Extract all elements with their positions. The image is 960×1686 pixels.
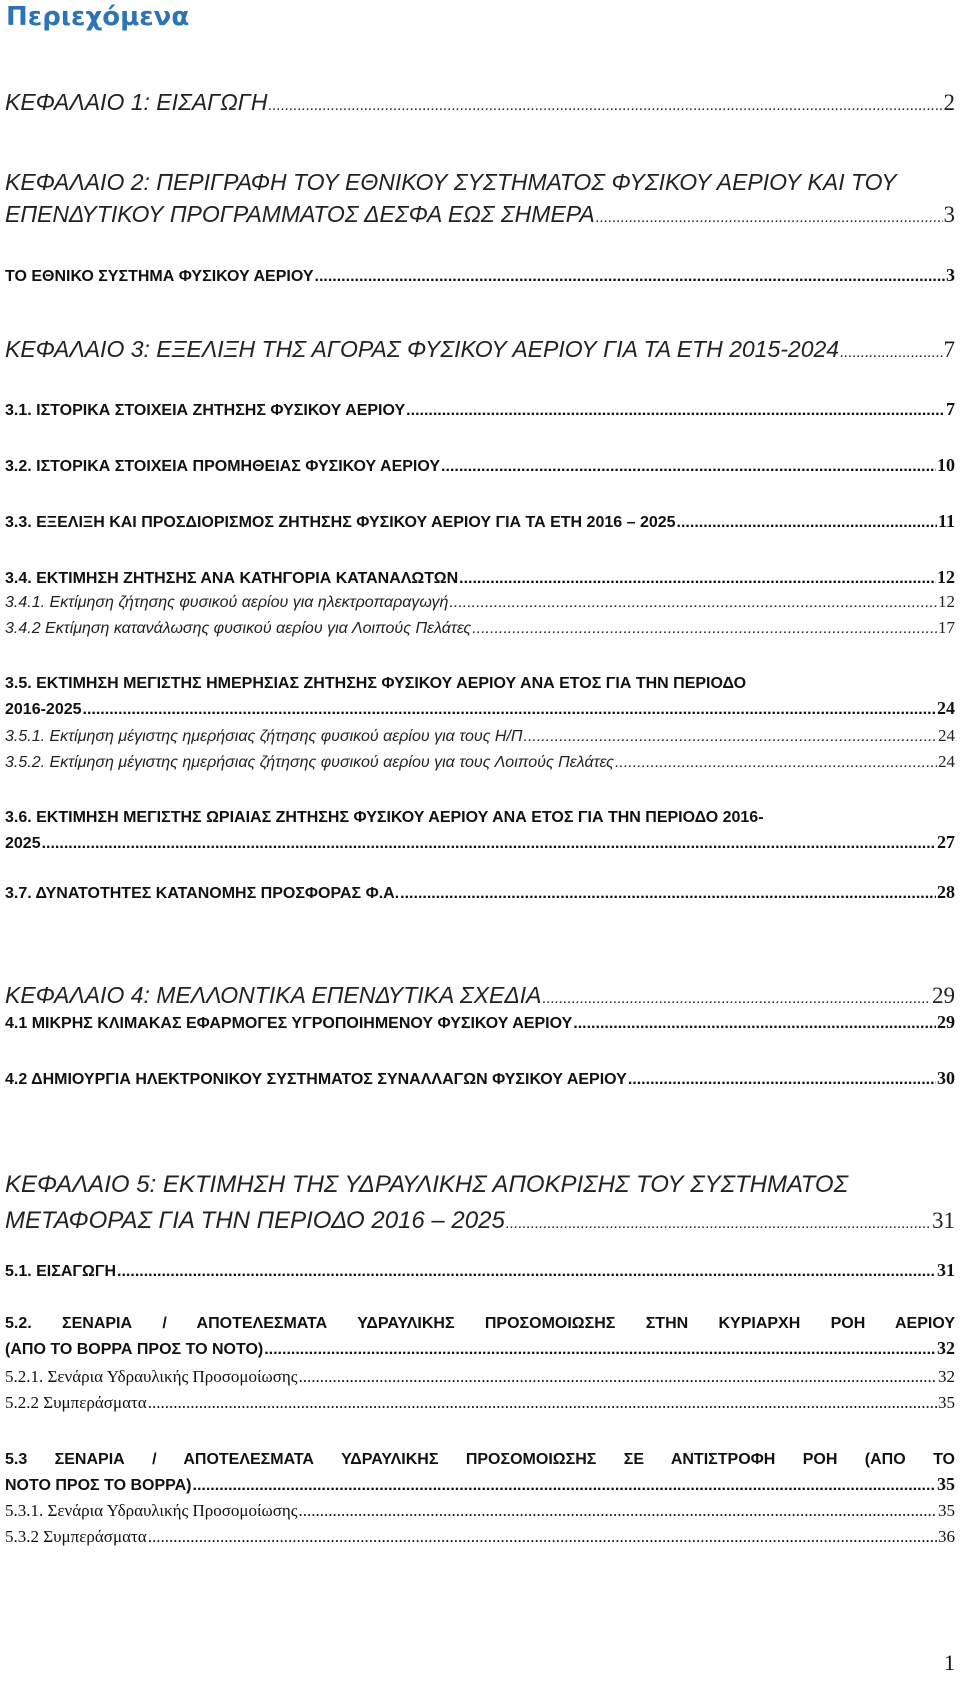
toc-entry-title: 5.2.2 Συμπεράσματα [5, 1393, 147, 1412]
toc-page-number: 7 [943, 337, 955, 362]
toc-entry-chapter-5[interactable] [5, 1167, 955, 1242]
page-number: 1 [944, 1650, 955, 1675]
toc-entry-title-line1: ΚΕΦΑΛΑΙΟ 2: ΠΕΡΙΓΡΑΦΗ ΤΟΥ ΕΘΝΙΚΟΥ ΣΥΣΤΗΜΑΤΟΣ ΦΥΣΙΚΟΥ ΑΕΡΙΟΥ ΚΑΙ ΤΟΥ [5, 169, 897, 195]
toc-entry-title: 4.2 ΔΗΜΙΟΥΡΓΙΑ ΗΛΕΚΤΡΟΝΙΚΟΥ ΣΥΣΤΗΜΑΤΟΣ ΣΥΝΑΛΛΑΓΩΝ ΦΥΣΙΚΟΥ ΑΕΡΙΟΥ [5, 1071, 627, 1088]
toc-page-number: 17 [938, 618, 955, 637]
dot-leader [406, 399, 945, 423]
toc-entry-title: 5.1. ΕΙΣΑΓΩΓΗ [5, 1263, 117, 1280]
dot-leader [83, 698, 936, 722]
toc-page-number: 12 [938, 592, 955, 611]
toc-entry-5-1[interactable] [5, 1258, 955, 1284]
toc-page-number: 35 [937, 1474, 955, 1494]
toc-entry-title: 3.5.2. Εκτίμηση μέγιστης ημερήσιας ζήτησης φυσικού αερίου για τους Λοιπούς Πελάτες [5, 754, 614, 771]
dot-leader [628, 1068, 936, 1092]
toc-page-number: 32 [937, 1338, 955, 1358]
dot-leader [400, 882, 936, 906]
toc-entry-title: (ΑΠΟ ΤΟ ΒΟΡΡΑ ΠΡΟΣ ΤΟ ΝΟΤΟ) [5, 1341, 264, 1358]
toc-entry-3-3[interactable] [5, 509, 955, 535]
toc-entry-title: 2025 [5, 835, 41, 852]
dot-leader [148, 1526, 937, 1548]
toc-entry-title: ΤΟ ΕΘΝΙΚΟ ΣΥΣΤΗΜΑ ΦΥΣΙΚΟΥ ΑΕΡΙΟΥ [5, 268, 314, 285]
toc-page-number: 24 [937, 698, 955, 718]
toc-page-number: 35 [938, 1393, 955, 1412]
toc-entry-title: 3.7. ΔΥΝΑΤΟΤΗΤΕΣ ΚΑΤΑΝΟΜΗΣ ΠΡΟΣΦΟΡΑΣ Φ.Α. [5, 885, 400, 902]
toc-entry-3-4-1[interactable] [5, 591, 955, 614]
toc-page-number: 29 [937, 1012, 955, 1032]
toc-page-number: 29 [932, 983, 955, 1008]
toc-entry-5-3[interactable] [5, 1448, 955, 1498]
toc-entry-title: 5.3.1. Σενάρια Υδραυλικής Προσομοίωσης [5, 1501, 298, 1520]
toc-heading: Περιεχόμενα [6, 2, 190, 32]
toc-entry-title: 3.5.1. Εκτίμηση μέγιστης ημερήσιας ζήτησης φυσικού αερίου για τους Η/Π [5, 728, 523, 745]
toc-entry-chapter-1[interactable] [5, 86, 955, 122]
toc-page-number: 2 [943, 90, 955, 115]
toc-entry-title: 3.1. ΙΣΤΟΡΙΚΑ ΣΤΟΙΧΕΙΑ ΖΗΤΗΣΗΣ ΦΥΣΙΚΟΥ ΑΕΡΙΟΥ [5, 402, 406, 419]
toc-entry-4-1[interactable] [5, 1010, 955, 1036]
toc-entry-3-5-2[interactable] [5, 751, 955, 774]
toc-entry-chapter-3[interactable] [5, 333, 955, 369]
toc-entry-title: 5.2.1. Σενάρια Υδραυλικής Προσομοίωσης [5, 1367, 298, 1386]
toc-page-number: 3 [943, 202, 955, 227]
dot-leader [573, 1012, 936, 1036]
toc-entry-title: ΕΠΕΝΔΥΤΙΚΟΥ ΠΡΟΓΡΑΜΜΑΤΟΣ ΔΕΣΦΑ ΕΩΣ ΣΗΜΕΡΑ [5, 201, 595, 227]
toc-entry-3-5[interactable] [5, 672, 955, 722]
toc-entry-title: 4.1 ΜΙΚΡΗΣ ΚΛΙΜΑΚΑΣ ΕΦΑΡΜΟΓΕΣ ΥΓΡΟΠΟΙΗΜΕΝΟΥ ΦΥΣΙΚΟΥ ΑΕΡΙΟΥ [5, 1015, 573, 1032]
dot-leader [148, 1392, 937, 1414]
toc-entry-title-line1: 5.2. ΣΕΝΑΡΙΑ / ΑΠΟΤΕΛΕΣΜΑΤΑ ΥΔΡΑΥΛΙΚΗΣ ΠΡΟΣΟΜΟΙΩΣΗΣ ΣΤΗΝ ΚΥΡΙΑΡΧΗ ΡΟΗ ΑΕΡΙΟΥ [5, 1315, 955, 1332]
toc-entry-3-6[interactable] [5, 806, 955, 856]
toc-entry-3-2[interactable] [5, 453, 955, 479]
toc-entry-5-2-1[interactable] [5, 1366, 955, 1388]
toc-page-number: 36 [938, 1527, 955, 1546]
dot-leader [269, 90, 943, 122]
toc-entry-title-line1: 3.6. ΕΚΤΙΜΗΣΗ ΜΕΓΙΣΤΗΣ ΩΡΙΑΙΑΣ ΖΗΤΗΣΗΣ ΦΥΣΙΚΟΥ ΑΕΡΙΟΥ ΑΝΑ ΕΤΟΣ ΓΙΑ ΤΗΝ ΠΕΡΙΟΔΟ 2016- [5, 809, 764, 826]
toc-entry-3-1[interactable] [5, 397, 955, 423]
toc-entry-4-2[interactable] [5, 1066, 955, 1092]
toc-page-number: 11 [937, 511, 955, 531]
dot-leader [441, 455, 936, 479]
dot-leader [596, 202, 943, 234]
toc-entry-3-4[interactable] [5, 565, 955, 591]
toc-entry-title: ΝΟΤΟ ΠΡΟΣ ΤΟ ΒΟΡΡΑ) [5, 1477, 192, 1494]
dot-leader [264, 1338, 936, 1362]
dot-leader [315, 265, 946, 289]
toc-page-number: 24 [938, 752, 955, 771]
toc-page-number: 28 [937, 882, 955, 902]
dot-leader [459, 567, 936, 591]
toc-page-number: 3 [946, 265, 955, 285]
toc-page-number: 31 [932, 1208, 955, 1233]
toc-entry-5-3-2[interactable] [5, 1526, 955, 1548]
toc-entry-title: ΚΕΦΑΛΑΙΟ 4: ΜΕΛΛΟΝΤΙΚΑ ΕΠΕΝΔΥΤΙΚΑ ΣΧΕΔΙΑ [5, 982, 542, 1008]
toc-entry-national-system[interactable] [5, 263, 955, 289]
toc-entry-title-line1: 3.5. ΕΚΤΙΜΗΣΗ ΜΕΓΙΣΤΗΣ ΗΜΕΡΗΣΙΑΣ ΖΗΤΗΣΗΣ ΦΥΣΙΚΟΥ ΑΕΡΙΟΥ ΑΝΑ ΕΤΟΣ ΓΙΑ ΤΗΝ ΠΕΡΙΟΔΟ [5, 675, 747, 692]
toc-page-number: 30 [937, 1068, 955, 1088]
toc-entry-3-4-2[interactable] [5, 617, 955, 640]
dot-leader [677, 511, 937, 535]
dot-leader [42, 832, 936, 856]
toc-entry-title: 3.4.1. Εκτίμηση ζήτησης φυσικού αερίου για ηλεκτροπαραγωγή [5, 594, 449, 611]
dot-leader [299, 1366, 937, 1388]
toc-entry-5-2[interactable] [5, 1312, 955, 1362]
toc-page-number: 31 [937, 1260, 955, 1280]
toc-page-number: 24 [938, 726, 955, 745]
toc-entry-title: 2016-2025 [5, 701, 82, 718]
toc-page-number: 32 [938, 1367, 955, 1386]
dot-leader [299, 1500, 937, 1522]
toc-page-number: 10 [937, 455, 955, 475]
toc-entry-title: ΜΕΤΑΦΟΡΑΣ ΓΙΑ ΤΗΝ ΠΕΡΙΟΔΟ 2016 – 2025 [5, 1207, 505, 1234]
toc-entry-title: 3.2. ΙΣΤΟΡΙΚΑ ΣΤΟΙΧΕΙΑ ΠΡΟΜΗΘΕΙΑΣ ΦΥΣΙΚΟΥ ΑΕΡΙΟΥ [5, 458, 441, 475]
toc-entry-title: 3.4.2 Εκτίμηση κατανάλωσης φυσικού αερίου για Λοιπούς Πελάτες [5, 620, 472, 637]
toc-page-number: 27 [937, 832, 955, 852]
dot-leader [472, 618, 937, 640]
toc-page-number: 12 [937, 567, 955, 587]
toc-entry-5-3-1[interactable] [5, 1500, 955, 1522]
toc-entry-title: 3.4. ΕΚΤΙΜΗΣΗ ΖΗΤΗΣΗΣ ΑΝΑ ΚΑΤΗΓΟΡΙΑ ΚΑΤΑΝΑΛΩΤΩΝ [5, 570, 459, 587]
toc-entry-chapter-2[interactable] [5, 166, 955, 234]
toc-entry-title-line1: 5.3 ΣΕΝΑΡΙΑ / ΑΠΟΤΕΛΕΣΜΑΤΑ ΥΔΡΑΥΛΙΚΗΣ ΠΡΟΣΟΜΟΙΩΣΗΣ ΣΕ ΑΝΤΙΣΤΡΟΦΗ ΡΟΗ (ΑΠΟ ΤΟ [5, 1451, 955, 1468]
dot-leader [615, 752, 937, 774]
dot-leader [524, 726, 937, 748]
toc-entry-title: ΚΕΦΑΛΑΙΟ 3: ΕΞΕΛΙΞΗ ΤΗΣ ΑΓΟΡΑΣ ΦΥΣΙΚΟΥ ΑΕΡΙΟΥ ΓΙΑ ΤΑ ΕΤΗ 2015-2024 [5, 336, 840, 362]
toc-entry-3-5-1[interactable] [5, 725, 955, 748]
toc-entry-title: ΚΕΦΑΛΑΙΟ 1: ΕΙΣΑΓΩΓΗ [5, 89, 268, 115]
toc-entry-3-7[interactable] [5, 880, 955, 906]
dot-leader [449, 592, 937, 614]
toc-page-number: 35 [938, 1501, 955, 1520]
dot-leader [506, 1206, 931, 1242]
dot-leader [193, 1474, 936, 1498]
toc-entry-title: 3.3. ΕΞΕΛΙΞΗ ΚΑΙ ΠΡΟΣΔΙΟΡΙΣΜΟΣ ΖΗΤΗΣΗΣ ΦΥΣΙΚΟΥ ΑΕΡΙΟΥ ΓΙΑ ΤΑ ΕΤΗ 2016 – 2025 [5, 514, 676, 531]
dot-leader [117, 1260, 936, 1284]
toc-page-number: 7 [946, 399, 955, 419]
dot-leader [840, 337, 942, 369]
toc-entry-title-line1: ΚΕΦΑΛΑΙΟ 5: ΕΚΤΙΜΗΣΗ ΤΗΣ ΥΔΡΑΥΛΙΚΗΣ ΑΠΟΚΡΙΣΗΣ ΤΟΥ ΣΥΣΤΗΜΑΤΟΣ [5, 1171, 848, 1198]
toc-entry-5-2-2[interactable] [5, 1392, 955, 1414]
toc-entry-title: 5.3.2 Συμπεράσματα [5, 1527, 147, 1546]
